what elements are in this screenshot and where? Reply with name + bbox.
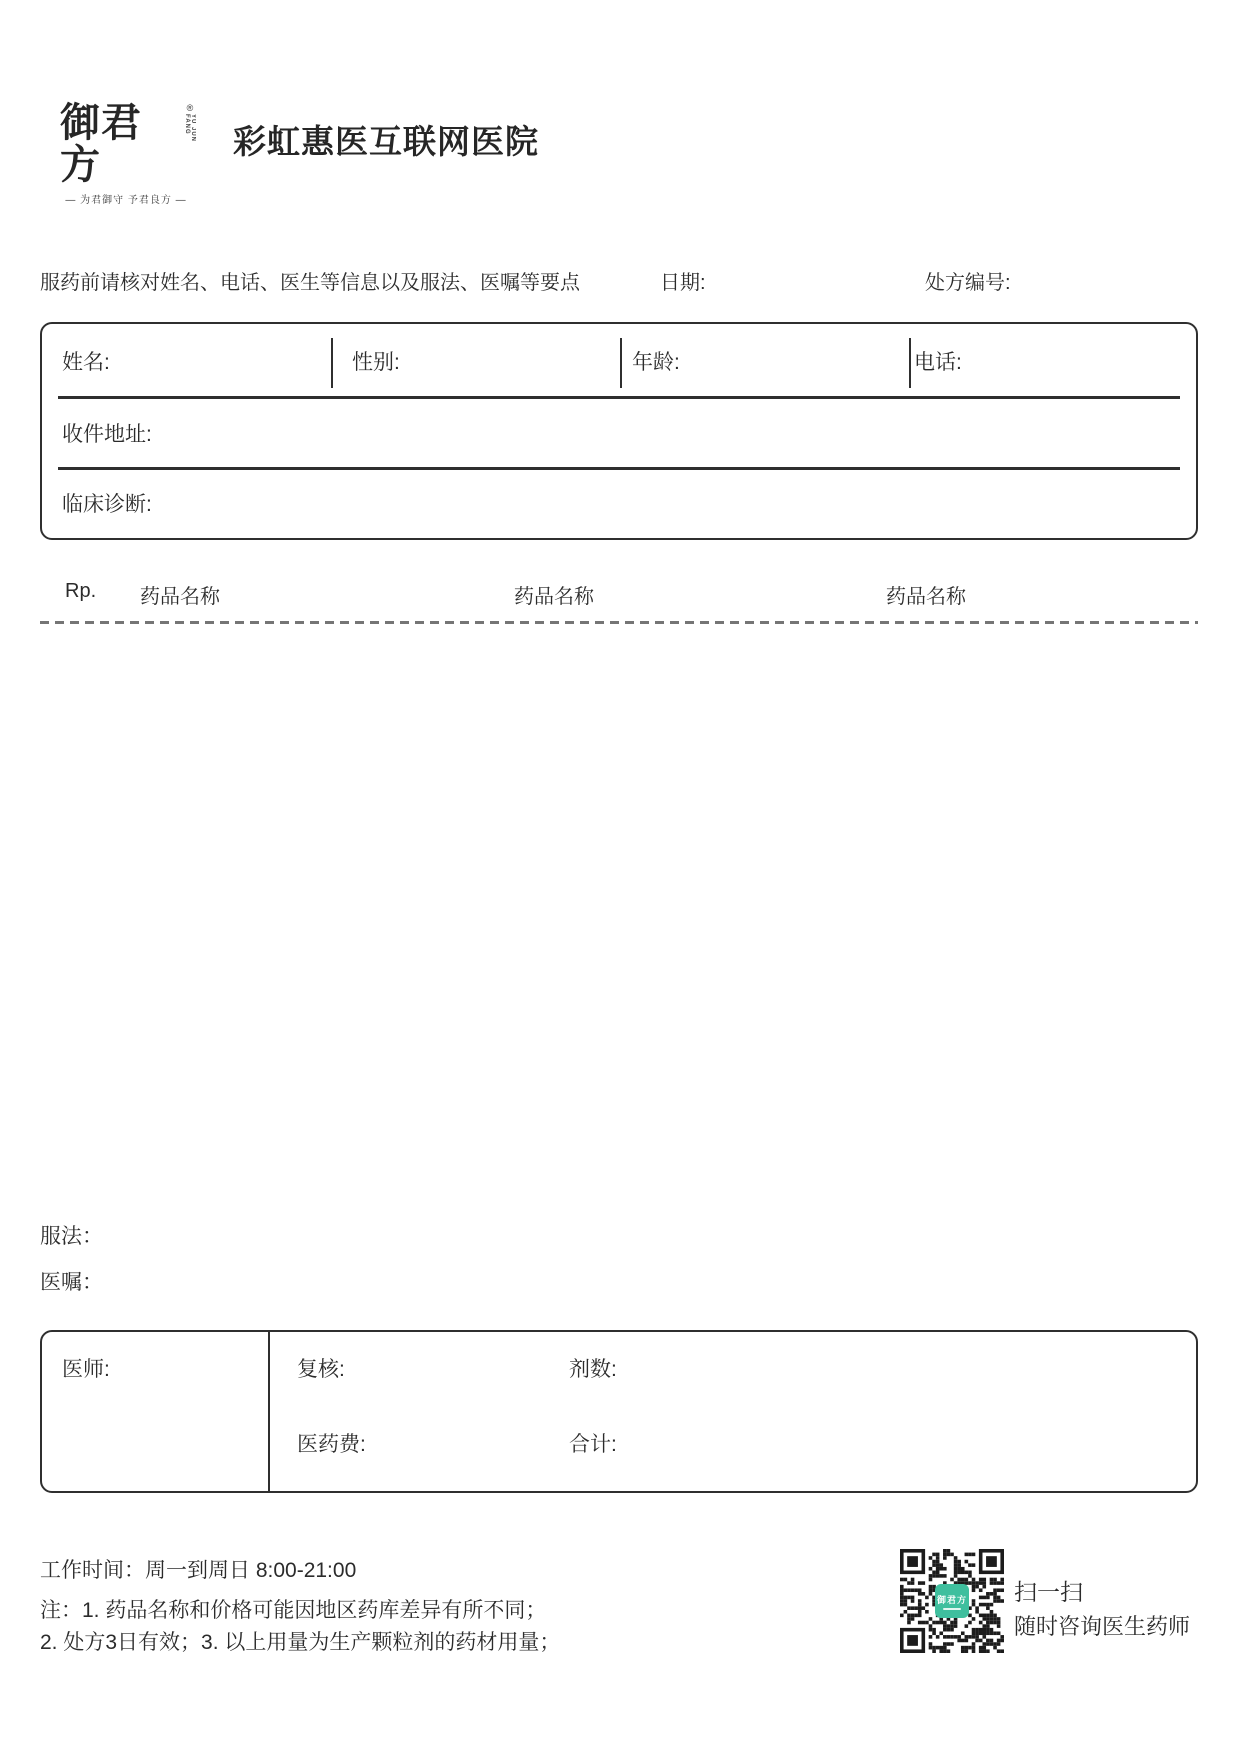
brand-logo-pinyin: YU JUN FANG bbox=[184, 114, 196, 143]
date-label: 日期: bbox=[660, 272, 706, 294]
medical-fee-label: 医药费: bbox=[297, 1433, 366, 1456]
column-divider bbox=[909, 338, 911, 388]
column-divider bbox=[620, 338, 622, 388]
total-label: 合计: bbox=[569, 1433, 617, 1456]
column-divider bbox=[331, 338, 333, 388]
prescription-number-label: 处方编号: bbox=[925, 272, 1011, 294]
usage-method-label: 服法： bbox=[40, 1225, 103, 1248]
patient-name-label: 姓名: bbox=[62, 351, 110, 374]
brand-logo-text: 御君方 bbox=[60, 99, 142, 188]
qr-center-badge-text: 御君方 bbox=[936, 1594, 967, 1605]
note-line-2: 2. 处方3日有效；3. 以上用量为生产颗粒剂的药材用量； bbox=[40, 1631, 561, 1654]
registered-trademark-icon: ® bbox=[186, 103, 194, 113]
brand-logo bbox=[56, 99, 196, 206]
row-divider bbox=[58, 467, 1180, 470]
scan-qr-subtitle: 随时咨询医生药师 bbox=[1014, 1614, 1191, 1639]
notice-row bbox=[40, 266, 1198, 292]
patient-phone-label: 电话: bbox=[914, 351, 962, 374]
drug-name-column-header: 药品名称 bbox=[886, 586, 966, 608]
drug-name-column-header: 药品名称 bbox=[140, 586, 220, 608]
working-hours: 工作时间：周一到周日 8:00-21:00 bbox=[40, 1559, 357, 1582]
qr-code bbox=[900, 1549, 1004, 1653]
patient-info-box bbox=[40, 322, 1198, 540]
rp-header-row bbox=[40, 580, 1198, 608]
qr-center-badge bbox=[935, 1584, 969, 1618]
verification-notice: 服药前请核对姓名、电话、医生等信息以及服法、医嘱等要点 bbox=[40, 272, 580, 294]
brand-tagline: — 为君御守 予君良方 — bbox=[65, 195, 187, 206]
patient-gender-label: 性别: bbox=[352, 351, 400, 374]
doctor-label: 医师: bbox=[62, 1358, 110, 1381]
doctor-advice-label: 医嘱： bbox=[40, 1271, 103, 1294]
row-divider bbox=[58, 396, 1180, 399]
patient-age-label: 年龄: bbox=[632, 351, 680, 374]
drug-name-column-header: 药品名称 bbox=[514, 586, 594, 608]
scan-qr-title: 扫一扫 bbox=[1014, 1579, 1083, 1605]
dashed-separator bbox=[40, 621, 1198, 624]
qr-center-badge-underline bbox=[943, 1608, 961, 1610]
review-label: 复核: bbox=[297, 1358, 345, 1381]
hospital-title: 彩虹惠医互联网医院 bbox=[233, 123, 539, 160]
rp-label: Rp. bbox=[65, 580, 97, 602]
shipping-address-label: 收件地址: bbox=[62, 423, 152, 446]
note-line-1: 注：1. 药品名称和价格可能因地区药库差异有所不同； bbox=[40, 1599, 547, 1622]
clinical-diagnosis-label: 临床诊断: bbox=[62, 493, 152, 516]
doses-label: 剂数: bbox=[569, 1358, 617, 1381]
column-divider bbox=[268, 1332, 270, 1491]
signoff-box bbox=[40, 1330, 1198, 1493]
